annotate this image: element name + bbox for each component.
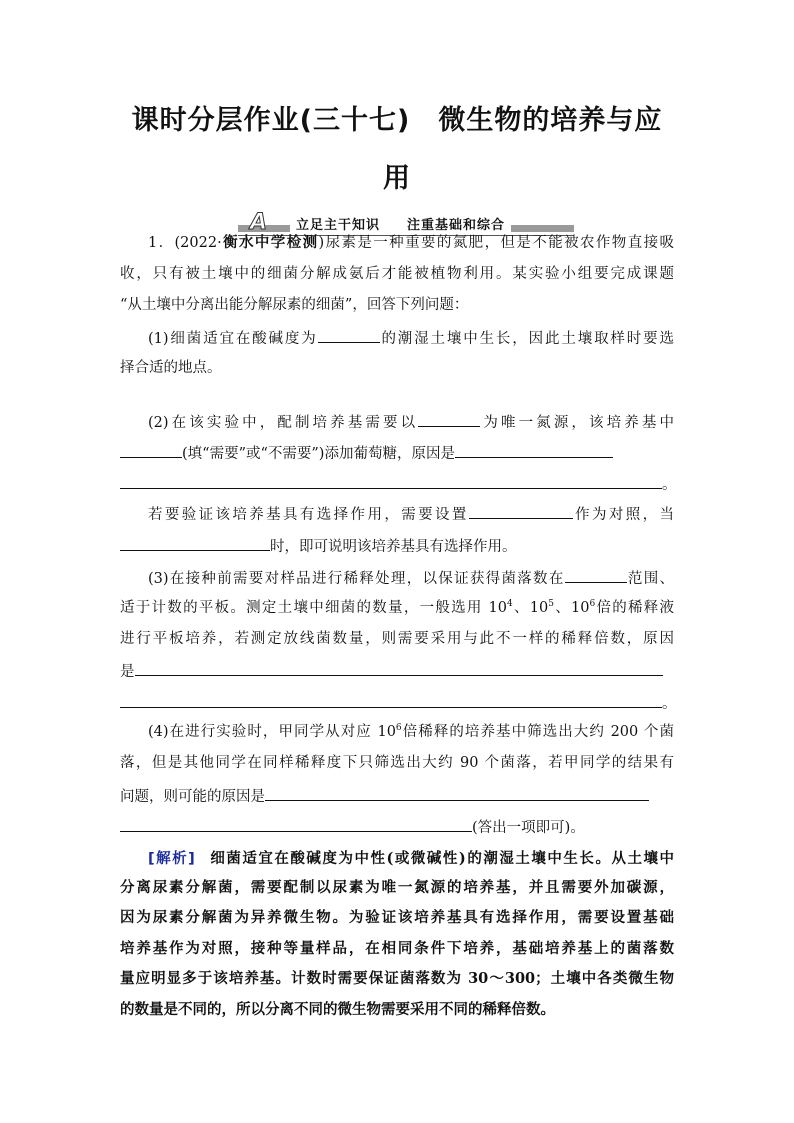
subquestion-2	[148, 411, 674, 433]
question-intro-line: “从土壤中分离出能分解尿素的细菌”，回答下列问题：	[120, 297, 469, 313]
analysis-line	[148, 849, 674, 869]
text: 。	[662, 696, 677, 712]
text: (3)在接种前需要对样品进行稀释处理，以保证获得菌落数在	[148, 571, 565, 587]
subquestion-4-cont: 落，但是其他同学在同样稀释度下只筛选出大约 90 个菌落，若甲同学的结果有	[120, 755, 674, 771]
page-title: 课时分层作业(三十七) 微生物的培养与应	[131, 105, 663, 136]
answer-blank[interactable]	[120, 442, 182, 458]
subquestion-2b	[148, 503, 674, 525]
answer-blank[interactable]	[120, 473, 662, 489]
exponent: 6	[395, 723, 402, 733]
text: 适于计数的平板。测定土壤中细菌的数量，一般选用 10	[120, 600, 507, 616]
subquestion-3-cont: 进行平板培养，若测定放线菌数量，则需要采用与此不一样的稀释倍数，原因	[120, 631, 674, 647]
answer-blank[interactable]	[318, 327, 380, 343]
text: 作为对照，当	[572, 507, 674, 523]
analysis-line: 分离尿素分解菌，需要配制以尿素为唯一氮源的培养基，并且需要外加碳源，	[120, 879, 674, 896]
text: 倍的稀释液	[595, 600, 675, 616]
exponent: 4	[506, 599, 513, 609]
analysis-line: 量应明显多于该培养基。计数时需要保证菌落数为 30～300；土壤中各类微生物	[120, 970, 674, 987]
subquestion-3-cont	[120, 660, 674, 682]
text: (1)细菌适宜在酸碱度为	[148, 331, 318, 347]
answer-blank[interactable]	[565, 567, 627, 583]
answer-blank[interactable]	[469, 503, 573, 519]
source-label: 衡水中学检测	[221, 235, 319, 251]
subquestion-4-cont	[120, 816, 674, 838]
text: 时，即可说明该培养基具有选择作用。	[270, 539, 517, 555]
text: (答出一项即可)。	[472, 820, 585, 836]
text: 。	[662, 477, 677, 493]
answer-blank[interactable]	[265, 785, 649, 801]
exponent: 6	[589, 599, 596, 609]
section-letter-icon: A	[250, 210, 268, 235]
text: 倍稀释的培养基中筛选出大约 200 个菌	[401, 724, 674, 740]
answer-blank[interactable]	[120, 816, 472, 832]
subquestion-1-cont: 择合适的地点。	[120, 360, 222, 376]
exponent: 5	[548, 599, 554, 609]
text: 1．(2022·	[148, 235, 222, 251]
text: 细菌适宜在酸碱度为中性(或微碱性)的潮湿土壤中生长。从土壤中	[208, 850, 674, 867]
page-title-continued: 用	[383, 163, 411, 194]
subquestion-3	[148, 567, 674, 589]
text: 问题，则可能的原因是	[120, 789, 265, 805]
subquestion-2-cont	[120, 473, 677, 495]
subquestion-1	[148, 327, 674, 349]
text: 范围、	[626, 571, 674, 587]
subquestion-4	[148, 722, 674, 742]
text: (4)在进行实验时，甲同学从对应 10	[148, 724, 396, 740]
analysis-line: 因为尿素分解菌为异养微生物。为验证该培养基具有选择作用，需要设置基础	[120, 909, 674, 926]
question-intro-line: 收，只有被土壤中的细菌分解成氨后才能被植物利用。某实验小组要完成课题	[120, 266, 674, 282]
subquestion-2-cont	[120, 442, 674, 464]
text: 、10	[553, 600, 590, 616]
text: 若要验证该培养基具有选择作用，需要设置	[148, 507, 469, 523]
text: )尿素是一种重要的氮肥，但是不能被农作物直接吸	[318, 235, 674, 251]
question-intro-line	[148, 233, 674, 253]
text: (填“需要”或“不需要”)添加葡萄糖，原因是	[182, 446, 455, 462]
answer-blank[interactable]	[455, 442, 613, 458]
analysis-label: [解析]	[148, 851, 195, 867]
subquestion-3-cont	[120, 598, 674, 618]
subquestion-4-cont	[120, 785, 674, 807]
text: 为唯一氮源，该培养基中	[480, 415, 674, 431]
text: 的潮湿土壤中生长，因此土壤取样时要选	[379, 331, 674, 347]
answer-blank[interactable]	[135, 660, 663, 676]
answer-blank[interactable]	[120, 535, 270, 551]
text: (2)在该实验中，配制培养基需要以	[148, 415, 419, 431]
text: 是	[120, 664, 135, 680]
banner-text: 立足主干知识 注重基础和综合	[290, 214, 511, 233]
text: 、10	[512, 600, 549, 616]
subquestion-3-cont	[120, 692, 677, 714]
answer-blank[interactable]	[120, 692, 662, 708]
subquestion-2b-cont	[120, 535, 674, 557]
answer-blank[interactable]	[418, 411, 480, 427]
analysis-line: 培养基作为对照，接种等量样品，在相同条件下培养，基础培养基上的菌落数	[120, 940, 674, 957]
analysis-line: 的数量是不同的，所以分离不同的微生物需要采用不同的稀释倍数。	[120, 1001, 555, 1018]
